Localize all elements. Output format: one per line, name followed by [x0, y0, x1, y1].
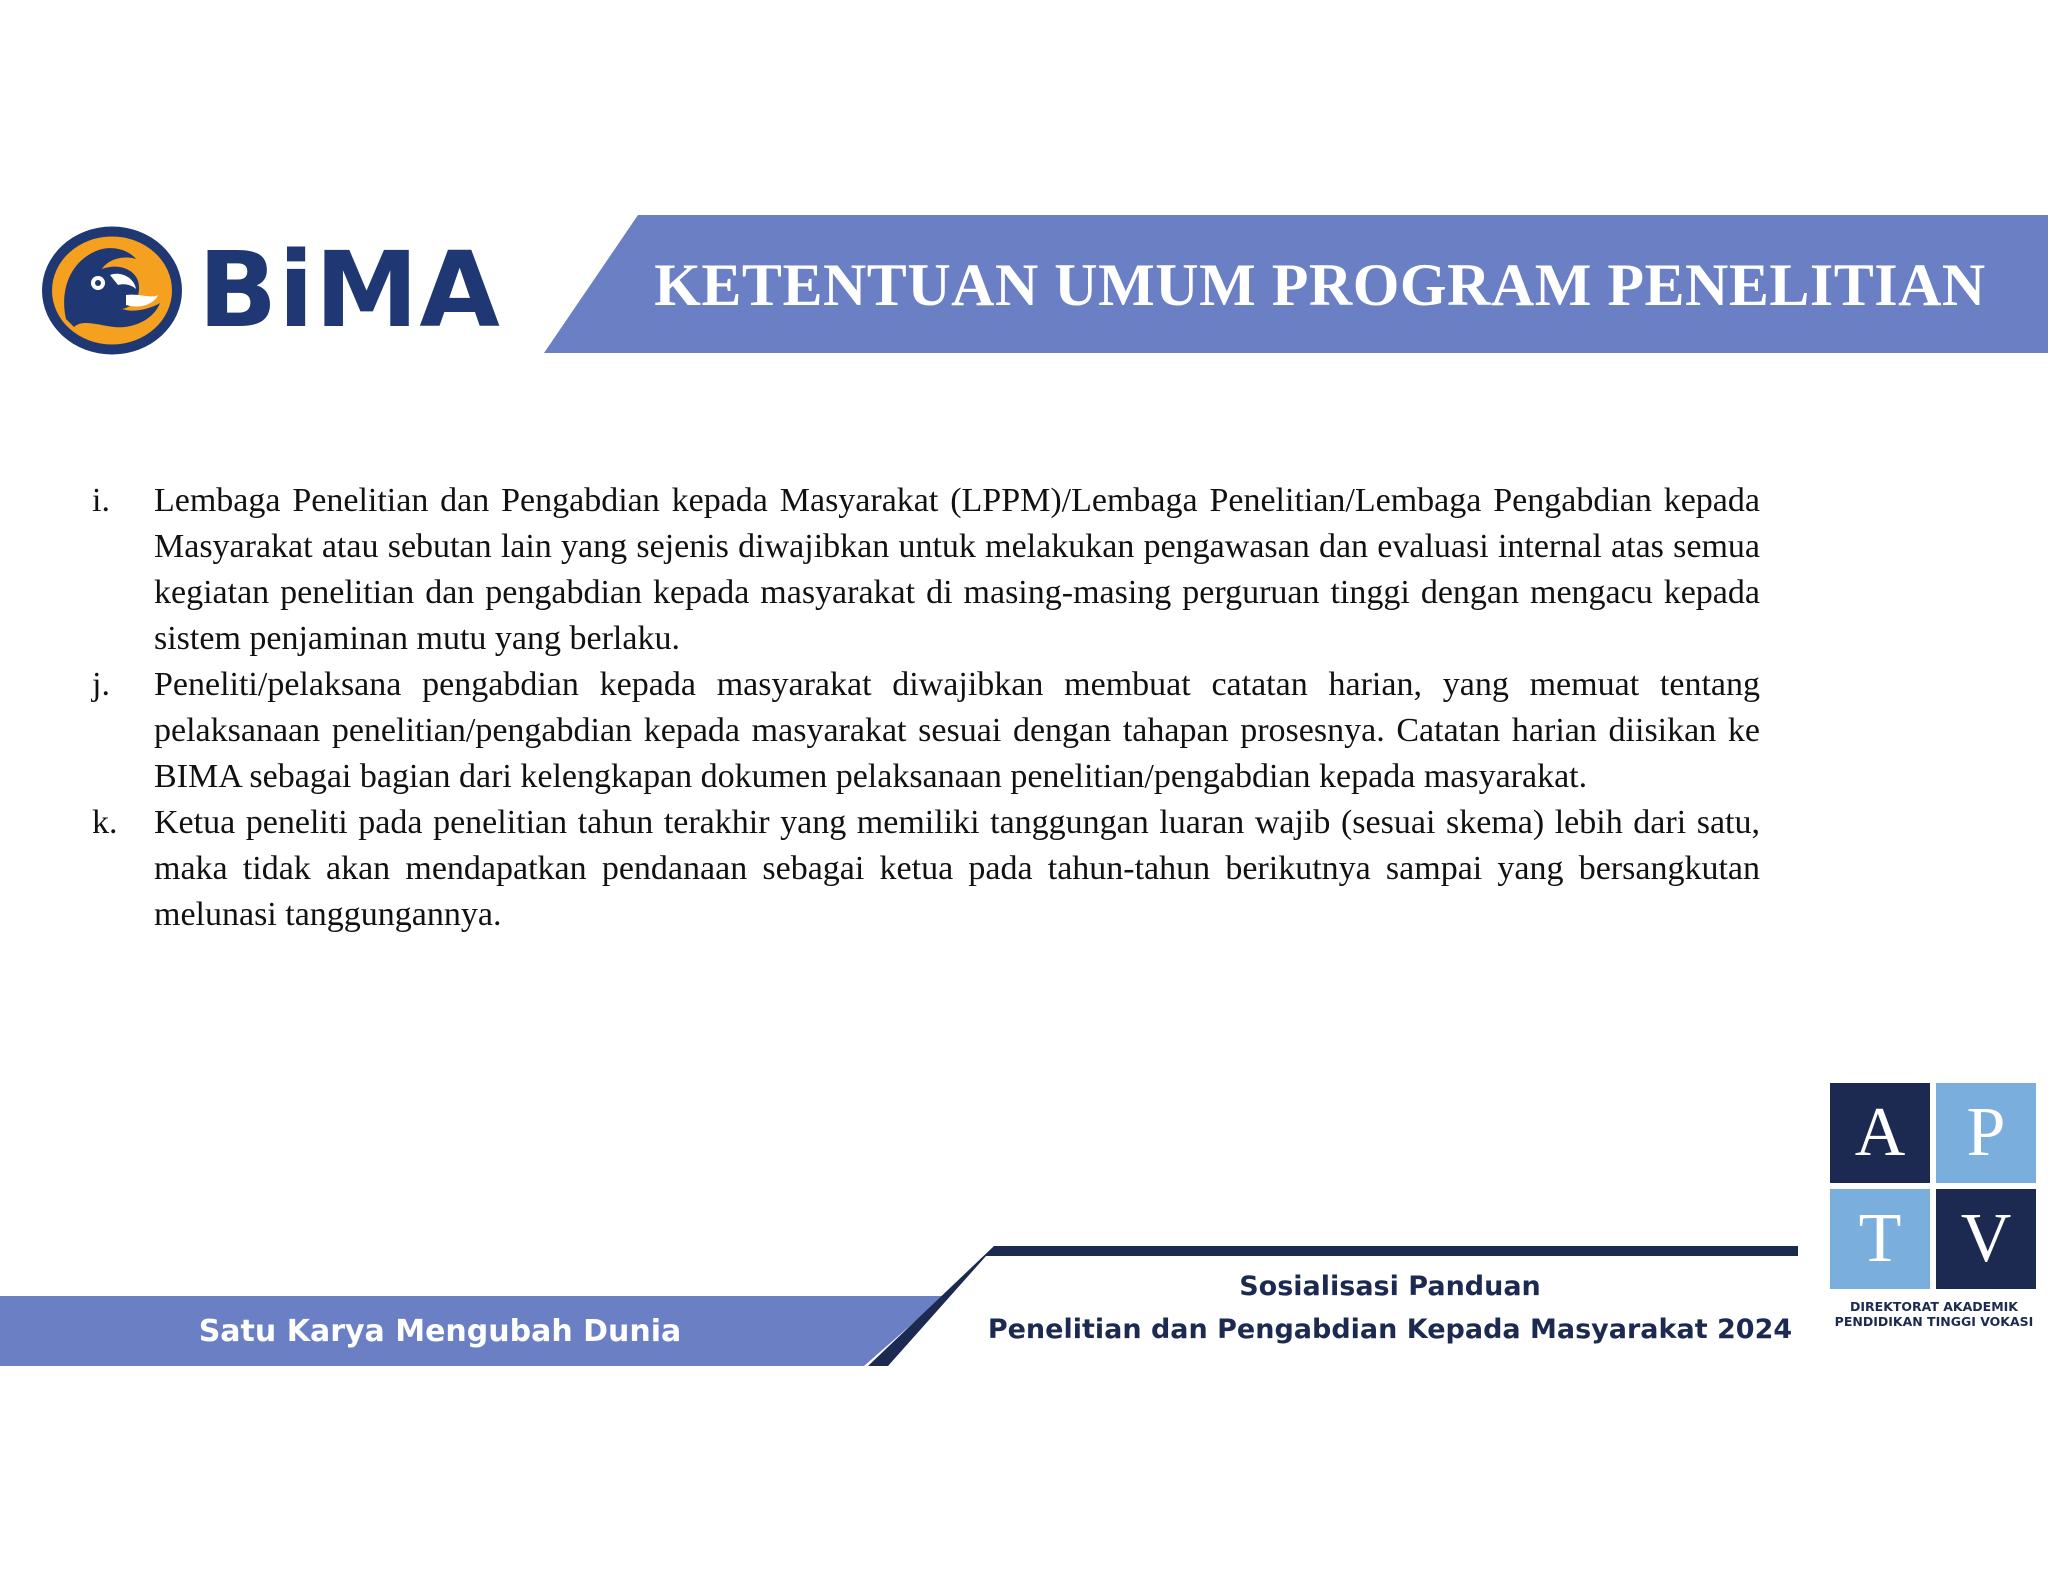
- rule-marker: k.: [92, 804, 118, 841]
- aptv-logo: [1828, 1083, 2040, 1343]
- rule-text: Lembaga Penelitian dan Pengabdian kepada Masyarakat (LPPM)/Lembaga Penelitian/Lembaga Pengabdian kepada Masyarakat atau sebutan lain yang sejenis diwajibkan untuk melakukan pengawasan dan evaluasi internal atas semua kegiatan penelitian dan pengabdian kepada masyarakat di masing-masing perguruan tinggi dengan mengacu kepada sistem penjaminan mutu yang berlaku.: [154, 482, 1760, 657]
- bima-logo-text: BiMA: [198, 229, 501, 351]
- rule-marker: i.: [92, 482, 110, 519]
- aptv-grid: [1830, 1083, 2036, 1289]
- rule-marker: j.: [92, 666, 110, 703]
- rule-item-j: [92, 662, 1760, 800]
- aptv-letter-p: P: [1936, 1083, 2036, 1183]
- aptv-caption-line2: PENDIDIKAN TINGGI VOKASI: [1834, 1314, 2034, 1329]
- rule-item-i: [92, 478, 1760, 662]
- aptv-caption: [1828, 1299, 2040, 1329]
- bima-logo: [38, 223, 518, 358]
- aptv-letter-a: A: [1830, 1083, 1930, 1183]
- bima-emblem-icon: [38, 223, 186, 358]
- rule-text: Ketua peneliti pada penelitian tahun terakhir yang memiliki tanggungan luaran wajib (sesuai skema) lebih dari satu, maka tidak akan mendapatkan pendanaan sebagai ketua pada tahun-tahun berikutnya sampai yang bersangkutan melunasi tanggungannya.: [154, 804, 1760, 933]
- aptv-letter-v: V: [1936, 1189, 2036, 1289]
- rules-list: [92, 478, 1760, 938]
- rule-text: Peneliti/pelaksana pengabdian kepada masyarakat diwajibkan membuat catatan harian, yang memuat tentang pelaksanaan penelitian/pengabdian kepada masyarakat sesuai dengan tahapan prosesnya. Catatan harian diisikan ke BIMA sebagai bagian dari kelengkapan dokumen pelaksanaan penelitian/pengabdian kepada masyarakat.: [154, 666, 1760, 795]
- event-title-line1: Sosialisasi Panduan: [1239, 1271, 1541, 1302]
- event-title: [960, 1265, 1820, 1351]
- page-title: KETENTUAN UMUM PROGRAM PENELITIAN: [654, 251, 1986, 318]
- rule-item-k: [92, 800, 1760, 938]
- aptv-caption-line1: DIREKTORAT AKADEMIK: [1850, 1299, 2018, 1314]
- event-title-line2: Penelitian dan Pengabdian Kepada Masyarakat 2024: [987, 1314, 1793, 1345]
- footer-tagline: Satu Karya Mengubah Dunia: [198, 1313, 682, 1349]
- aptv-letter-t: T: [1830, 1189, 1930, 1289]
